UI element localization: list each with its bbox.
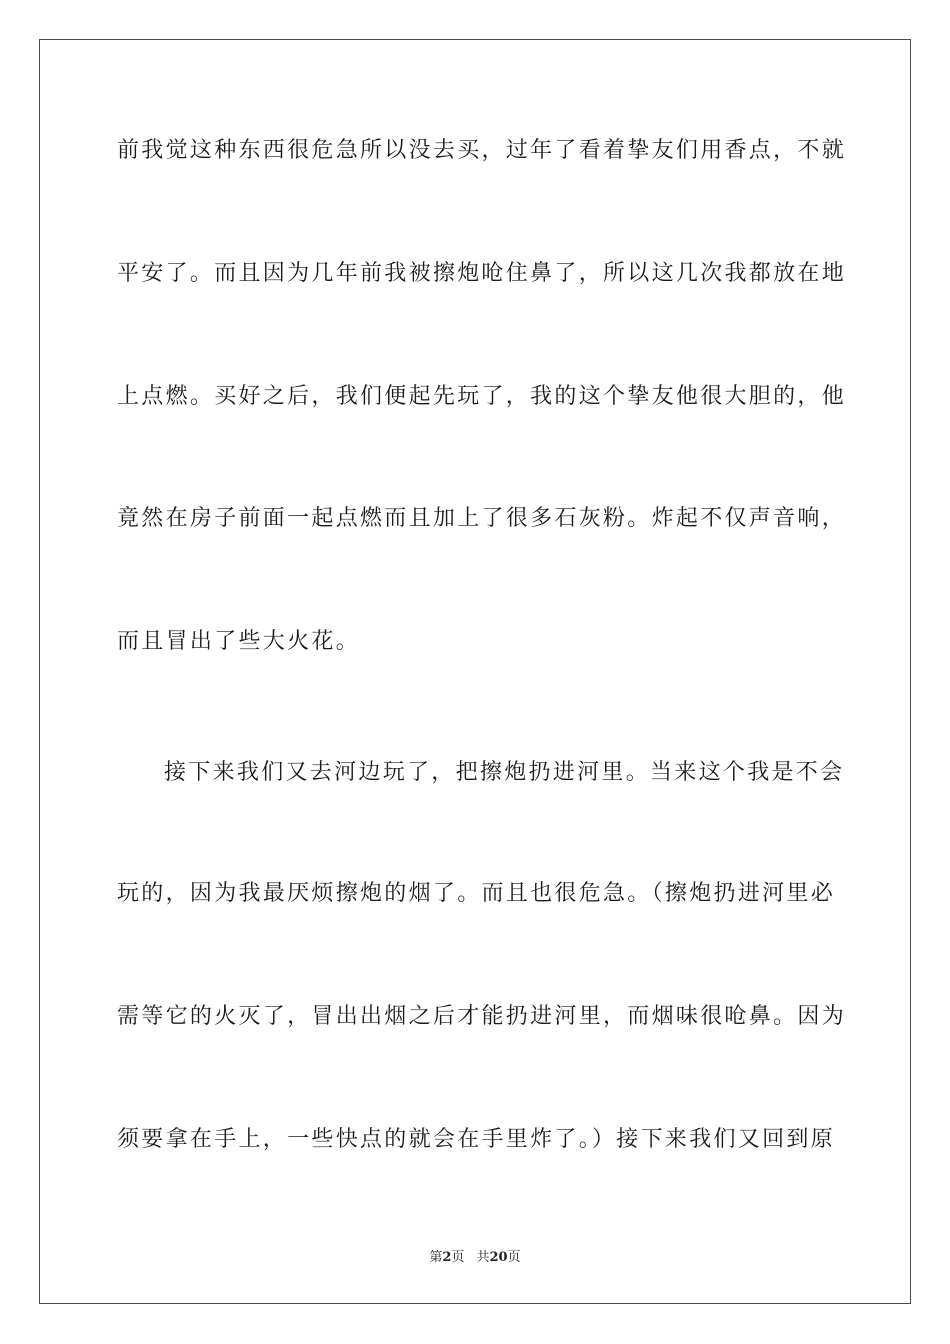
text-line: 玩的，因为我最厌烦擦炮的烟了。而且也很危急。（擦炮扔进河里必 xyxy=(117,881,836,906)
page-footer xyxy=(0,1246,950,1265)
page-border xyxy=(39,39,911,1304)
text-line: 需等它的火灭了，冒出出烟之后才能扔进河里，而烟味很呛鼻。因为 xyxy=(117,1004,847,1029)
text-line: 上点燃。买好之后，我们便起先玩了，我的这个挚友他很大胆的，他 xyxy=(117,384,847,409)
text-line: 竟然在房子前面一起点燃而且加上了很多石灰粉。炸起不仅声音响， xyxy=(117,506,847,531)
text-line: 而且冒出了些大火花。 xyxy=(117,629,361,654)
text-line: 平安了。而且因为几年前我被擦炮呛住鼻了，所以这几次我都放在地 xyxy=(117,261,847,286)
text-line: 须要拿在手上，一些快点的就会在手里炸了。）接下来我们又回到原 xyxy=(117,1127,836,1152)
page-total: 共20页 xyxy=(476,1250,521,1265)
paragraph-first-line: 接下来我们又去河边玩了，把擦炮扔进河里。当来这个我是不会 xyxy=(164,760,845,785)
page-number: 第2页 xyxy=(429,1250,465,1265)
text-line: 前我觉这种东西很危急所以没去买，过年了看着挚友们用香点，不就 xyxy=(117,138,847,163)
